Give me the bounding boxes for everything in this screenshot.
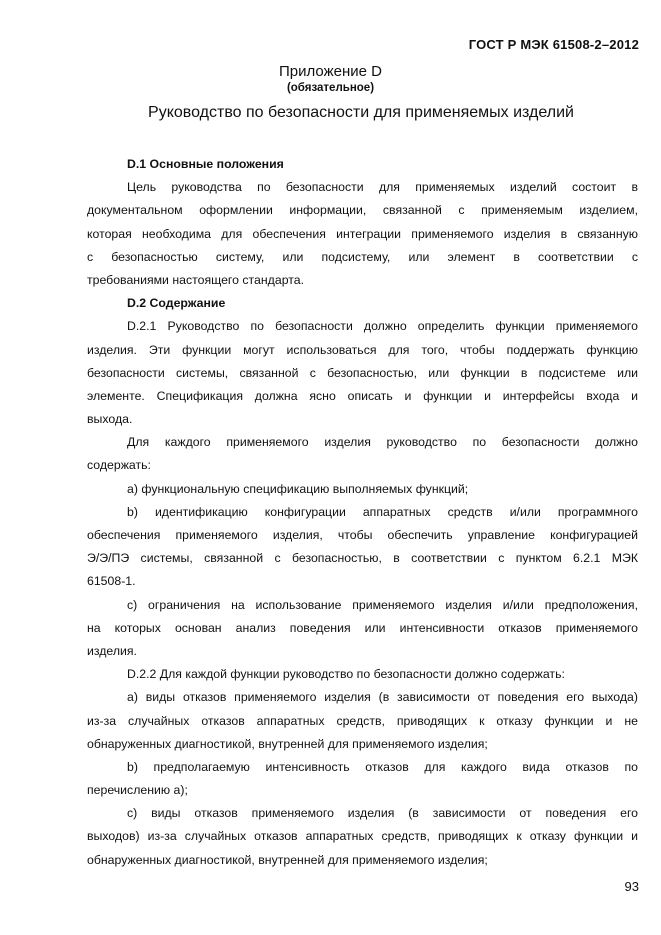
text-line: обеспечения применяемого изделия, чтобы обеспечить управление конфигурацией (87, 528, 638, 542)
paragraph (87, 431, 638, 477)
document-body (87, 153, 638, 872)
text-line: безопасности системы, связанной с безопасностью, или функции в подсистеме или (87, 365, 638, 380)
text-line: b) предполагаемую интенсивность отказов для каждого вида отказов по (127, 759, 638, 774)
text-line: с безопасностью систему, или подсистему, или элемент в соответствии с (87, 249, 638, 264)
appendix-title: Приложение D (279, 63, 382, 80)
text-line: которая необходима для обеспечения интеграции применяемого изделия в связанную (87, 226, 638, 241)
paragraph (87, 756, 638, 802)
text-line: на которых основан анализ поведения или интенсивности отказов применяемого (87, 620, 638, 635)
paragraph (87, 176, 638, 292)
text-line: a) виды отказов применяемого изделия (в зависимости от поведения его выхода) (127, 690, 638, 705)
text-line: c) виды отказов применяемого изделия (в зависимости от поведения его (127, 806, 638, 821)
text-line: 61508-1. (87, 574, 136, 589)
paragraph (87, 594, 638, 664)
text-line: выходов) из-за случайных отказов аппаратных средств, приводящих к отказу функции и (87, 829, 638, 844)
text-line: c) ограничения на использование применяемого изделия и/или предположения, (127, 597, 638, 612)
section-title: Руководство по безопасности для применяемых изделий (148, 104, 574, 121)
text-line: содержать: (87, 458, 151, 473)
text-line: D.2.2 Для каждой функции руководство по безопасности должно содержать: (127, 667, 565, 682)
text-line: документальном оформлении информации, связанной с применяемым изделием, (87, 203, 638, 218)
text-line: перечислению a); (87, 783, 188, 798)
section-heading (87, 153, 638, 176)
text-line: D.2 Содержание (127, 296, 226, 311)
paragraph (87, 663, 638, 686)
text-line: Цель руководства по безопасности для применяемых изделий состоит в (127, 180, 638, 195)
text-line: выхода. (87, 412, 133, 427)
text-line: Для каждого применяемого изделия руководство по безопасности должно (127, 435, 638, 450)
paragraph (87, 315, 638, 431)
section-heading (87, 292, 638, 315)
text-line: Э/Э/ПЭ системы, связанной с безопасностью, в соответствии с пунктом 6.2.1 МЭК (87, 551, 638, 566)
paragraph (87, 478, 638, 501)
text-line: b) идентификацию конфигурации аппаратных средств и/или программного (127, 504, 638, 519)
text-line: обнаруженных диагностикой, внутренней для применяемого изделия; (87, 852, 488, 867)
text-line: a) функциональную спецификацию выполняемых функций; (127, 481, 469, 496)
text-line: изделия. (87, 643, 137, 658)
paragraph (87, 501, 638, 594)
document-header: ГОСТ Р МЭК 61508-2–2012 (468, 37, 639, 52)
appendix-status: (обязательное) (286, 82, 375, 94)
page-number: 93 (624, 879, 639, 894)
text-line: D.2.1 Руководство по безопасности должно определить функции применяемого (127, 319, 638, 334)
text-line: обнаруженных диагностикой, внутренней для применяемого изделия; (87, 736, 488, 751)
text-line: D.1 Основные положения (127, 157, 284, 171)
text-line: из-за случайных отказов аппаратных средств, приводящих к отказу функции и не (87, 713, 638, 728)
text-line: требованиями настоящего стандарта. (87, 272, 305, 287)
text-line: изделия. Эти функции могут использоваться для того, чтобы поддержать функцию (87, 342, 638, 357)
paragraph (87, 802, 638, 872)
text-line: элементе. Спецификация должна ясно описать и функции и интерфейсы входа и (87, 388, 638, 403)
paragraph (87, 686, 638, 756)
